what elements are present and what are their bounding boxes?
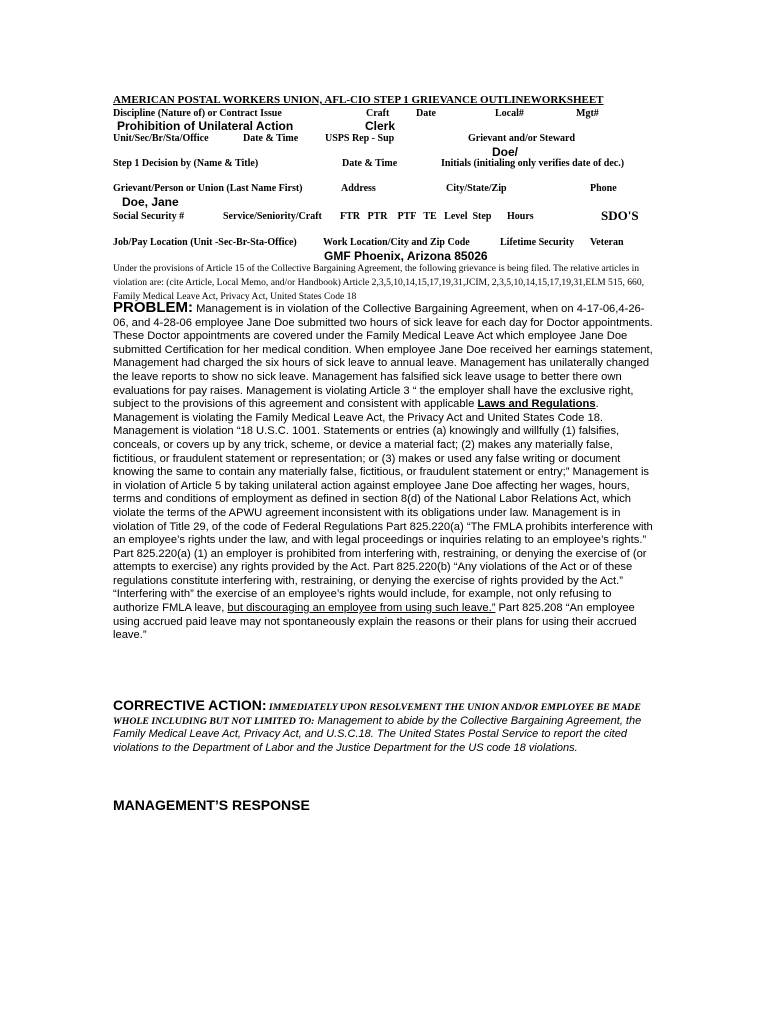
corrective-action-caps: IMMEDIATELY UPON RESOLVEMENT THE UNION AND/OR EMPLOYEE BE MADE WHOLE INCLUDING BUT NOT LIMITED TO:	[113, 702, 641, 727]
corrective-action-text: Management to abide by the Collective Bargaining Agreement, the Family Medical Leave Act, Privacy Act, and U.S.C.18. The United States Postal Service to report the cited violations to the Department of Labor and the Justice Department for the US code 18 violations.	[113, 714, 642, 754]
local-label: Local#	[495, 108, 524, 119]
discouraging-text: but discouraging an employee from using such leave.”	[227, 602, 496, 615]
veteran-label: Veteran	[590, 237, 624, 248]
grievant-steward-label: Grievant and/or Steward	[468, 133, 576, 144]
initials-label: Initials (initialing only verifies date of dec.)	[441, 158, 625, 169]
hours-label: Hours	[507, 211, 534, 222]
grievant-name-label: Grievant/Person or Union (Last Name First)	[113, 183, 303, 194]
problem-text-2: . Management is violating the Family Medical Leave Act, the Privacy Act and United States Code 18. Management is violation “18 U.S.C. 1001. Statements or entries (a) knowingly and willfully (1) falsifies, conceals, or covers up by any trick, scheme, or device a material fact; (2) makes any materially false, fictitious, or fraudulent statement or representation; or (3) makes or used any false writing or document knowing the same to contain any materially false, fictitious, or fraudulent statement or entry;” Management is in violation of Article 5 by taking unilateral action against employee Jane Doe affecting her wages, hours, terms and conditions of employment as defined in section 8(d) of the National Labor Relations Act, which violate the terms of the APWU agreement inconsistent with its obligations under law. Management is in violation of Title 29, of the code of Federal Regulations Part 825.220(a) “The FMLA prohibits interference with an employee’s rights under the law, and with legal proceedings or inquiries relating to an employee’s rights.” Part 825.220(a) (1) an employer is prohibited from interfering with, restraining, or denying the exercise of (or attempts to exercise) any rights provided by the Act. Part 825.220(b) “Any violations of the Act or of these regulations constitute interfering with, restraining, or denying the exercise of rights provided by the Act.” “Interfering with” the exercise of an employee’s rights would include, for example, not only refusing to authorize FMLA leave,	[113, 398, 653, 615]
date-label: Date	[416, 108, 436, 119]
craft-value[interactable]: Clerk	[365, 119, 396, 133]
laws-regulations-text: Laws and Regulations	[477, 398, 596, 411]
craft-label: Craft	[366, 108, 390, 119]
city-state-zip-label: City/State/Zip	[446, 183, 507, 194]
job-location-label: Job/Pay Location (Unit -Sec-Br-Sta-Office)	[113, 237, 297, 248]
phone-label: Phone	[590, 183, 617, 194]
decision-date-label: Date & Time	[342, 158, 398, 169]
management-response-heading: MANAGEMENT’S RESPONSE	[113, 797, 310, 813]
corrective-action-heading: CORRECTIVE ACTION:	[113, 697, 267, 713]
problem-section	[113, 301, 658, 643]
status-options-label: FTR PTR PTF TE Level Step	[340, 211, 492, 222]
grievant-name-value[interactable]: Doe, Jane	[122, 195, 179, 209]
grievant-steward-value[interactable]: Doe/	[492, 145, 519, 159]
sdo-value[interactable]: SDO'S	[601, 208, 639, 223]
discipline-label: Discipline (Nature of) or Contract Issue	[113, 108, 282, 119]
ssn-label: Social Security #	[113, 211, 185, 222]
problem-heading: PROBLEM:	[113, 299, 193, 316]
problem-text-1: Management is in violation of the Collective Bargaining Agreement, when on 4-17-06,4-26-06, and 4-28-06 employee Jane Doe submitted two hours of sick leave for each day for Doctor appointments. These Doctor appointments are covered under the Family Medical Leave Act which employee Jane Doe submitted Certification for her medical condition. When employee Jane Doe received her earnings statement, Management had charged the six hours of sick leave to annual leave. Management has unilaterally changed the leave reports to show no sick leave. Management has falsified sick leave usage to better there own evaluations for pay raises. Management is violating Article 3 “ the employer shall have the exclusive right, subject to the provisions of this agreement and consistent with applicable	[113, 303, 653, 411]
corrective-action-section	[113, 699, 663, 755]
intro-paragraph: Under the provisions of Article 15 of the Collective Bargaining Agreement, the following grievance is being filed. The relative articles in violation are: (cite Article, Local Memo, and/or Handbook) Article 2,3,5,10,14,15,17,19,31,JCIM, 2,3,5,10,14,15,17,19,31,ELM 515, 660, Family Medical Leave Act, Privacy Act, United States Code 18	[113, 263, 645, 302]
address-label: Address	[341, 183, 376, 194]
service-seniority-label: Service/Seniority/Craft	[223, 211, 322, 222]
form-title: AMERICAN POSTAL WORKERS UNION, AFL-CIO STEP 1 GRIEVANCE OUTLINEWORKSHEET	[113, 94, 604, 106]
decision-label: Step 1 Decision by (Name & Title)	[113, 158, 259, 169]
work-location-label: Work Location/City and Zip Code	[323, 237, 470, 248]
date-time-label: Date & Time	[243, 133, 299, 144]
work-location-value[interactable]: GMF Phoenix, Arizona 85026	[324, 249, 488, 263]
mgt-label: Mgt#	[576, 108, 599, 119]
discipline-value[interactable]: Prohibition of Unilateral Action	[117, 119, 294, 133]
lifetime-security-label: Lifetime Security	[500, 237, 575, 248]
unit-label: Unit/Sec/Br/Sta/Office	[113, 133, 209, 144]
problem-text-3: Part 825.208 “An employee using accrued paid leave may not spontaneously explain the reasons or their plans for using their accrued leave.”	[113, 602, 637, 642]
usps-rep-label: USPS Rep - Sup	[325, 133, 395, 144]
